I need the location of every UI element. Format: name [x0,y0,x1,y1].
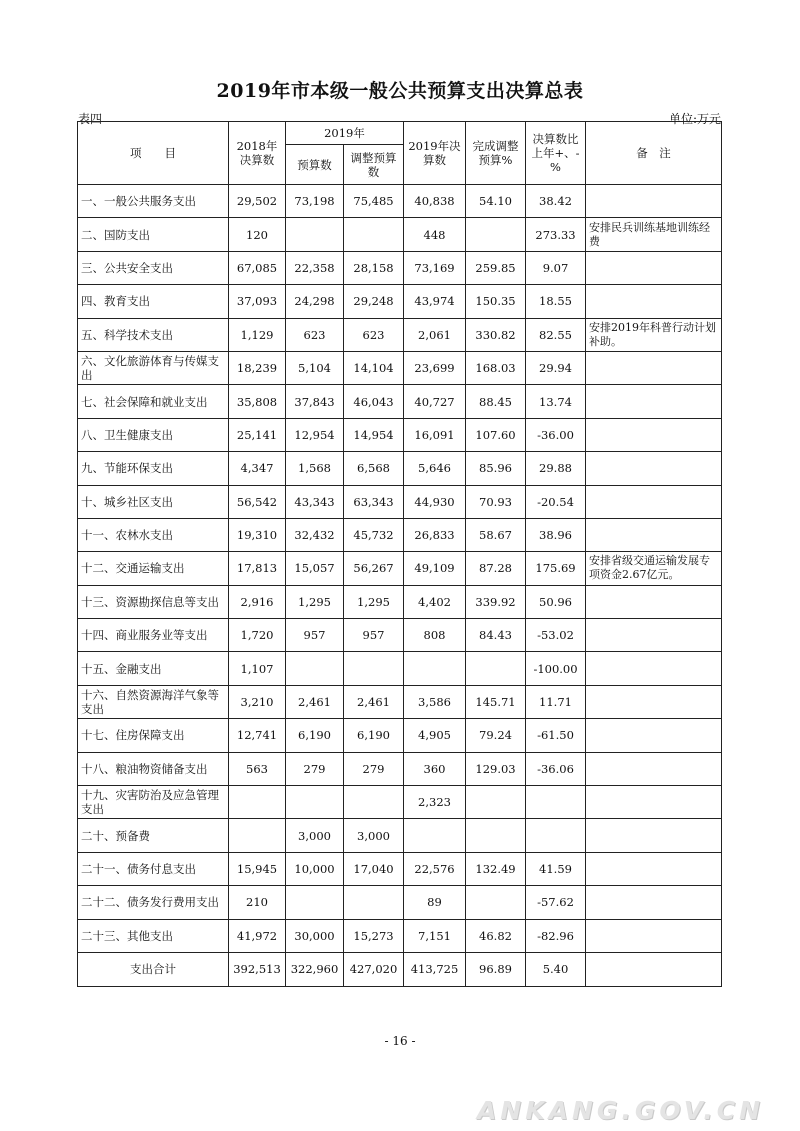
row-remark [586,385,722,418]
budget-table [77,121,722,987]
row-budget: 15,057 [286,552,344,585]
header-2019: 2019年 [286,122,404,145]
row-2018-final: 210 [229,886,286,919]
table-row [78,719,722,752]
header-adjusted-budget: 调整预算数 [344,145,404,185]
row-yoy [526,786,586,819]
row-item-name: 十五、金融支出 [78,652,229,685]
row-2018-final: 29,502 [229,185,286,218]
row-2019-final: 3,586 [404,685,466,718]
row-adjusted-budget: 6,568 [344,452,404,485]
page-number: - 16 - [384,1034,416,1048]
header-2019-final: 2019年决算数 [404,122,466,185]
row-item-name: 八、卫生健康支出 [78,418,229,451]
total-yoy: 5.40 [526,952,586,986]
row-yoy: 29.88 [526,452,586,485]
row-completion: 132.49 [466,852,526,885]
row-item-name: 二、国防支出 [78,218,229,251]
row-2018-final: 67,085 [229,251,286,284]
row-completion: 339.92 [466,585,526,618]
document-title: 2019年市本级一般公共预算支出决算总表 [216,80,584,102]
row-2018-final: 35,808 [229,385,286,418]
row-2018-final: 3,210 [229,685,286,718]
row-adjusted-budget [344,652,404,685]
row-adjusted-budget: 14,954 [344,418,404,451]
row-item-name: 二十一、债务付息支出 [78,852,229,885]
row-adjusted-budget: 56,267 [344,552,404,585]
row-budget: 5,104 [286,351,344,384]
row-completion: 70.93 [466,485,526,518]
total-label: 支出合计 [78,952,229,986]
row-2019-final [404,652,466,685]
row-2019-final: 4,402 [404,585,466,618]
row-adjusted-budget: 1,295 [344,585,404,618]
row-adjusted-budget: 63,343 [344,485,404,518]
row-2019-final: 73,169 [404,251,466,284]
unit-label: 单位:万元 [668,112,721,126]
row-yoy: -57.62 [526,886,586,919]
header-remark: 备 注 [586,122,722,185]
row-completion [466,652,526,685]
row-yoy: -61.50 [526,719,586,752]
table-row [78,752,722,785]
row-adjusted-budget: 45,732 [344,518,404,551]
row-completion [466,819,526,852]
row-item-name: 十八、粮油物资储备支出 [78,752,229,785]
table-row [78,919,722,952]
row-remark [586,518,722,551]
table-body [78,185,722,953]
row-remark [586,285,722,318]
row-yoy: -100.00 [526,652,586,685]
total-2018-final: 392,513 [229,952,286,986]
row-item-name: 十九、灾害防治及应急管理支出 [78,786,229,819]
row-completion: 330.82 [466,318,526,351]
row-completion: 150.35 [466,285,526,318]
total-adjusted-budget: 427,020 [344,952,404,986]
row-2019-final [404,819,466,852]
table-row [78,418,722,451]
row-completion: 58.67 [466,518,526,551]
header-budget: 预算数 [286,145,344,185]
row-adjusted-budget: 15,273 [344,919,404,952]
total-budget: 322,960 [286,952,344,986]
row-yoy: 41.59 [526,852,586,885]
row-item-name: 五、科学技术支出 [78,318,229,351]
table-number: 表四 [78,112,103,126]
row-completion: 85.96 [466,452,526,485]
row-adjusted-budget: 14,104 [344,351,404,384]
row-yoy: -82.96 [526,919,586,952]
row-budget: 24,298 [286,285,344,318]
row-yoy: 175.69 [526,552,586,585]
total-2019-final: 413,725 [404,952,466,986]
row-budget [286,786,344,819]
row-item-name: 九、节能环保支出 [78,452,229,485]
row-2018-final: 56,542 [229,485,286,518]
row-budget: 1,568 [286,452,344,485]
row-completion: 145.71 [466,685,526,718]
row-yoy: 13.74 [526,385,586,418]
row-remark: 安排2019年科普行动计划补助。 [586,318,722,351]
row-budget: 279 [286,752,344,785]
row-2019-final: 4,905 [404,719,466,752]
row-adjusted-budget: 29,248 [344,285,404,318]
row-remark [586,418,722,451]
row-remark [586,619,722,652]
row-item-name: 十七、住房保障支出 [78,719,229,752]
row-yoy: 38.96 [526,518,586,551]
row-remark [586,185,722,218]
row-completion: 46.82 [466,919,526,952]
row-item-name: 二十三、其他支出 [78,919,229,952]
table-row [78,886,722,919]
header-completion: 完成调整预算% [466,122,526,185]
row-adjusted-budget: 623 [344,318,404,351]
table-row [78,218,722,251]
row-completion [466,786,526,819]
row-completion: 168.03 [466,351,526,384]
row-2018-final [229,819,286,852]
row-budget: 6,190 [286,719,344,752]
row-adjusted-budget: 28,158 [344,251,404,284]
row-adjusted-budget: 17,040 [344,852,404,885]
header-item: 项 目 [78,122,229,185]
row-adjusted-budget: 3,000 [344,819,404,852]
row-2018-final: 12,741 [229,719,286,752]
row-yoy: -53.02 [526,619,586,652]
row-yoy: 29.94 [526,351,586,384]
row-budget [286,886,344,919]
row-2018-final: 2,916 [229,585,286,618]
table-row [78,685,722,718]
row-yoy: 82.55 [526,318,586,351]
row-remark [586,685,722,718]
header-2018-final: 2018年决算数 [229,122,286,185]
row-remark [586,485,722,518]
row-yoy: 9.07 [526,251,586,284]
row-completion: 129.03 [466,752,526,785]
row-budget [286,218,344,251]
row-yoy: 11.71 [526,685,586,718]
row-remark [586,452,722,485]
row-budget: 30,000 [286,919,344,952]
row-remark [586,786,722,819]
site-watermark: ANKANG.GOV.CN [476,1096,764,1125]
row-remark: 安排省级交通运输发展专项资金2.67亿元。 [586,552,722,585]
row-2018-final: 18,239 [229,351,286,384]
row-2018-final: 563 [229,752,286,785]
row-adjusted-budget [344,886,404,919]
row-item-name: 六、文化旅游体育与传媒支出 [78,351,229,384]
row-item-name: 三、公共安全支出 [78,251,229,284]
table-row [78,852,722,885]
row-adjusted-budget: 46,043 [344,385,404,418]
row-budget [286,652,344,685]
row-adjusted-budget: 279 [344,752,404,785]
header-yoy: 决算数比上年+、-% [526,122,586,185]
row-2019-final: 2,323 [404,786,466,819]
row-remark [586,251,722,284]
table-row [78,251,722,284]
row-2019-final: 16,091 [404,418,466,451]
row-remark [586,752,722,785]
row-budget: 43,343 [286,485,344,518]
row-remark [586,852,722,885]
row-adjusted-budget [344,786,404,819]
row-yoy: 273.33 [526,218,586,251]
row-2019-final: 89 [404,886,466,919]
row-2019-final: 40,727 [404,385,466,418]
row-2019-final: 44,930 [404,485,466,518]
row-2018-final: 17,813 [229,552,286,585]
row-2019-final: 49,109 [404,552,466,585]
row-completion [466,218,526,251]
row-remark: 安排民兵训练基地训练经费 [586,218,722,251]
row-2018-final: 37,093 [229,285,286,318]
row-item-name: 十六、自然资源海洋气象等支出 [78,685,229,718]
table-row [78,452,722,485]
table-row [78,585,722,618]
table-row [78,485,722,518]
total-remark [586,952,722,986]
row-2018-final: 4,347 [229,452,286,485]
row-budget: 10,000 [286,852,344,885]
row-item-name: 十四、商业服务业等支出 [78,619,229,652]
row-yoy: -20.54 [526,485,586,518]
row-yoy: 50.96 [526,585,586,618]
row-remark [586,819,722,852]
table-row [78,385,722,418]
table-row [78,518,722,551]
row-adjusted-budget: 2,461 [344,685,404,718]
row-item-name: 二十二、债务发行费用支出 [78,886,229,919]
row-completion: 87.28 [466,552,526,585]
row-budget: 37,843 [286,385,344,418]
row-remark [586,351,722,384]
row-2019-final: 7,151 [404,919,466,952]
table-row [78,819,722,852]
row-item-name: 十一、农林水支出 [78,518,229,551]
row-adjusted-budget: 957 [344,619,404,652]
row-remark [586,652,722,685]
table-row [78,652,722,685]
row-budget: 623 [286,318,344,351]
row-yoy [526,819,586,852]
row-2019-final: 5,646 [404,452,466,485]
row-budget: 32,432 [286,518,344,551]
row-yoy: 38.42 [526,185,586,218]
header-row-1 [78,122,722,145]
row-2019-final: 448 [404,218,466,251]
row-completion: 88.45 [466,385,526,418]
row-remark [586,585,722,618]
row-2019-final: 360 [404,752,466,785]
table-row [78,619,722,652]
row-completion: 259.85 [466,251,526,284]
row-2018-final: 1,107 [229,652,286,685]
row-remark [586,719,722,752]
row-2019-final: 2,061 [404,318,466,351]
row-2018-final: 41,972 [229,919,286,952]
row-item-name: 十三、资源勘探信息等支出 [78,585,229,618]
table-row [78,318,722,351]
row-2018-final: 25,141 [229,418,286,451]
row-2018-final: 1,129 [229,318,286,351]
row-2018-final: 19,310 [229,518,286,551]
row-yoy: -36.00 [526,418,586,451]
row-item-name: 一、一般公共服务支出 [78,185,229,218]
row-2019-final: 26,833 [404,518,466,551]
row-budget: 73,198 [286,185,344,218]
row-completion: 54.10 [466,185,526,218]
table-row [78,351,722,384]
row-item-name: 七、社会保障和就业支出 [78,385,229,418]
row-completion: 107.60 [466,418,526,451]
row-budget: 2,461 [286,685,344,718]
total-row [78,952,722,986]
row-remark [586,886,722,919]
row-2019-final: 40,838 [404,185,466,218]
row-completion: 79.24 [466,719,526,752]
row-2019-final: 22,576 [404,852,466,885]
row-completion [466,886,526,919]
table-row [78,786,722,819]
row-budget: 1,295 [286,585,344,618]
row-item-name: 四、教育支出 [78,285,229,318]
row-budget: 22,358 [286,251,344,284]
row-adjusted-budget: 75,485 [344,185,404,218]
row-budget: 12,954 [286,418,344,451]
total-completion: 96.89 [466,952,526,986]
row-2019-final: 808 [404,619,466,652]
row-adjusted-budget: 6,190 [344,719,404,752]
row-yoy: 18.55 [526,285,586,318]
row-completion: 84.43 [466,619,526,652]
table-row [78,185,722,218]
row-yoy: -36.06 [526,752,586,785]
row-item-name: 二十、预备费 [78,819,229,852]
row-2019-final: 23,699 [404,351,466,384]
row-item-name: 十二、交通运输支出 [78,552,229,585]
row-2019-final: 43,974 [404,285,466,318]
row-2018-final: 1,720 [229,619,286,652]
row-budget: 3,000 [286,819,344,852]
table-row [78,285,722,318]
row-budget: 957 [286,619,344,652]
row-remark [586,919,722,952]
row-2018-final [229,786,286,819]
row-item-name: 十、城乡社区支出 [78,485,229,518]
row-2018-final: 15,945 [229,852,286,885]
row-2018-final: 120 [229,218,286,251]
table-row [78,552,722,585]
row-adjusted-budget [344,218,404,251]
